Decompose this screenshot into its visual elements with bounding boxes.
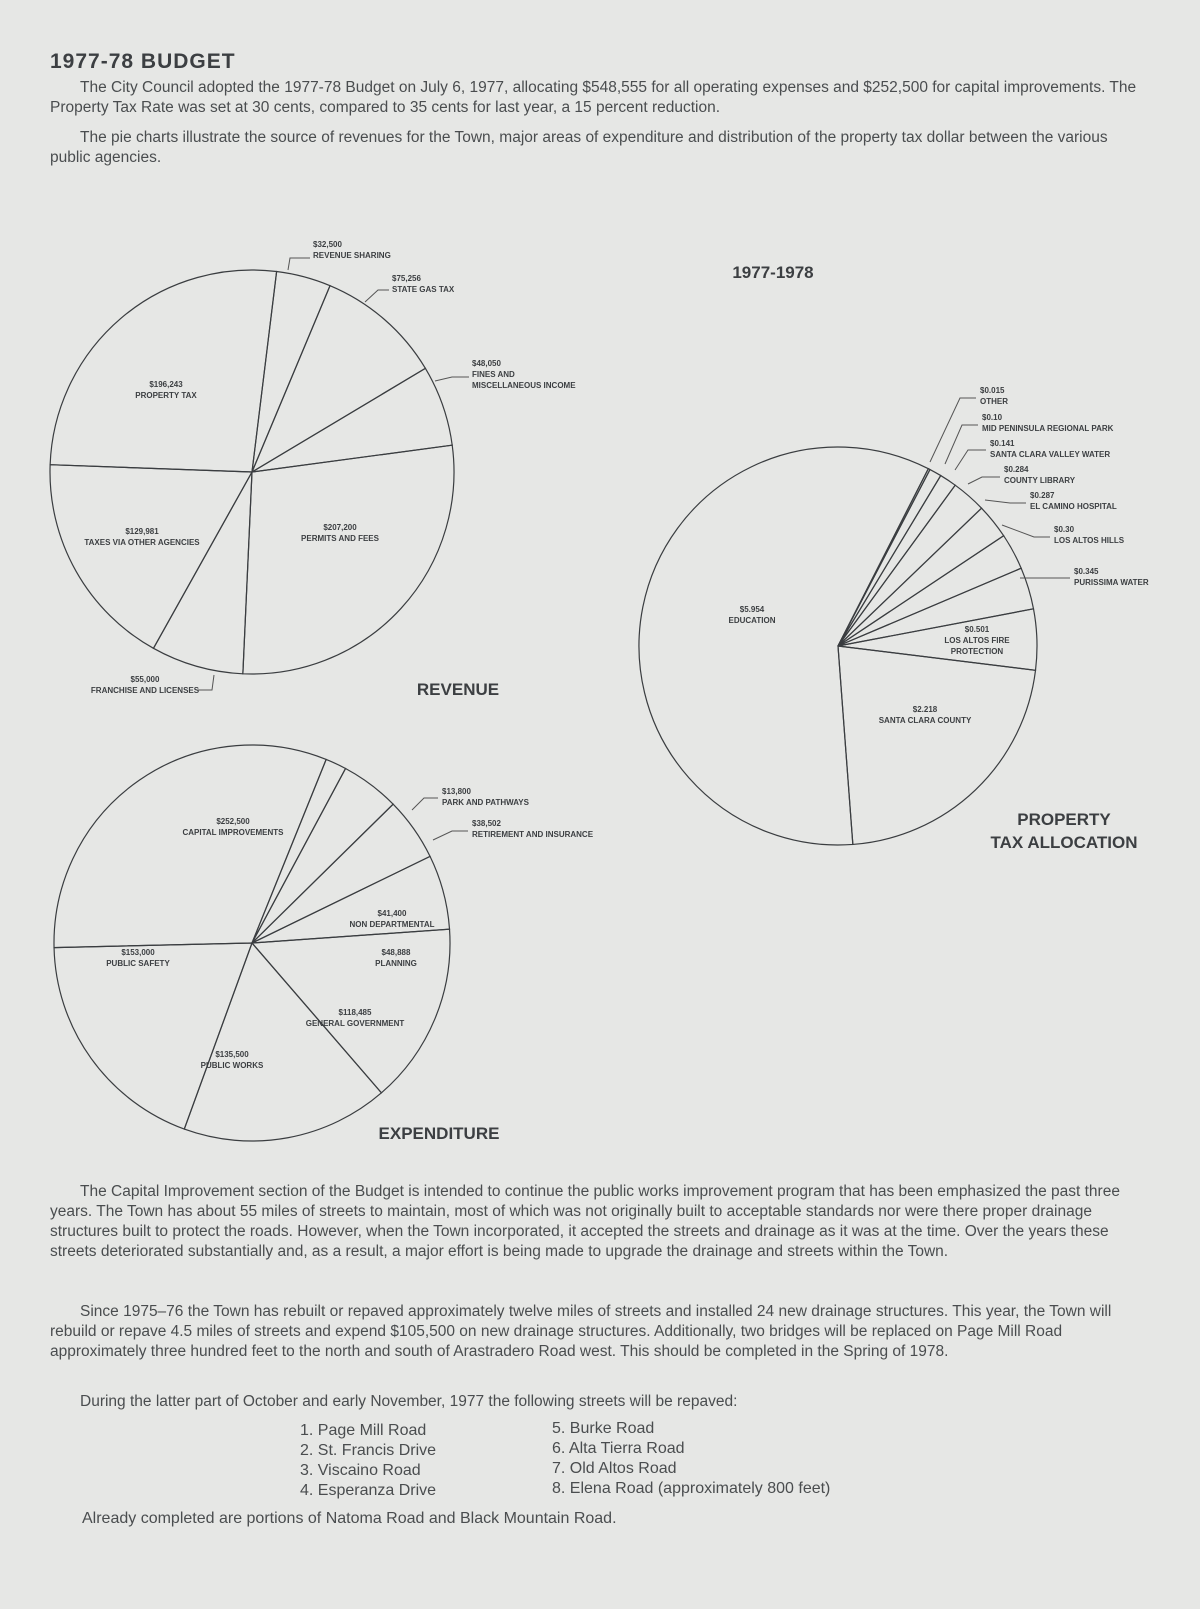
- tax-label-name: LOS ALTOS FIRE: [944, 636, 1010, 645]
- intro-paragraph-1: The City Council adopted the 1977-78 Budget on July 6, 1977, allocating $548,555 for all operating expenses and $252,500 for capital improvements. The Property Tax Rate was set at 30 cents, compared to 35 cents for last year, a 15 percent reduction.: [50, 79, 1137, 116]
- tax-chart-year: 1977-1978: [732, 263, 814, 282]
- expenditure-chart-title: EXPENDITURE: [378, 1124, 500, 1143]
- tax-label-name: LOS ALTOS HILLS: [1054, 536, 1125, 545]
- body-paragraph-2: Since 1975–76 the Town has rebuilt or repaved approximately twelve miles of streets and installed 24 new drainage structures. This year, the Town will rebuild or repave 4.5 miles of streets and expend $105,500 on new drainage structures. Additionally, two bridges will be replaced on Page Mill Road approximately three hundred feet to the north and south of Arastradero Road west. This should be completed in the Spring of 1978.: [50, 1303, 1112, 1360]
- expenditure-label-name: NON DEPARTMENTAL: [349, 920, 435, 929]
- tax-label-value: $0.284: [1004, 465, 1029, 474]
- list-item: 7. Old Altos Road: [552, 1460, 677, 1477]
- property-tax-pie-chart: [639, 447, 1037, 845]
- revenue-label-value: $48,050: [472, 359, 501, 368]
- revenue-label-value: $207,200: [323, 523, 357, 532]
- expenditure-label-value: $48,888: [381, 948, 411, 957]
- tax-label-name: PURISSIMA WATER: [1074, 578, 1149, 587]
- tax-label-value: $2.218: [912, 705, 938, 714]
- revenue-label-name: MISCELLANEOUS INCOME: [472, 381, 576, 390]
- tax-slice: [838, 476, 955, 646]
- list-item: 6. Alta Tierra Road: [552, 1440, 685, 1457]
- revenue-label-value: $129,981: [125, 527, 159, 536]
- expenditure-slice: [54, 745, 326, 948]
- revenue-leader-lines: [198, 258, 469, 690]
- revenue-label-name: TAXES VIA OTHER AGENCIES: [84, 538, 200, 547]
- expenditure-label-name: PUBLIC WORKS: [200, 1061, 264, 1070]
- revenue-chart-title: REVENUE: [416, 680, 500, 699]
- revenue-slice: [243, 445, 454, 674]
- closing-text: Already completed are portions of Natoma Road and Black Mountain Road.: [82, 1510, 617, 1527]
- revenue-label-name: REVENUE SHARING: [313, 251, 391, 260]
- tax-label-value: $0.30: [1054, 525, 1075, 534]
- tax-label-value: $0.287: [1030, 491, 1055, 500]
- list-item: 8. Elena Road (approximately 800 feet): [552, 1480, 831, 1497]
- body-paragraph-3: During the latter part of October and early November, 1977 the following streets will be repaved:: [80, 1393, 738, 1410]
- expenditure-label-value: $38,502: [472, 819, 501, 828]
- tax-label-value: $0.10: [982, 413, 1003, 422]
- revenue-label-name: PROPERTY TAX: [135, 391, 197, 400]
- tax-label-value: $0.141: [990, 439, 1015, 448]
- expenditure-label-name: PLANNING: [375, 959, 417, 968]
- revenue-label-name: FRANCHISE AND LICENSES: [90, 686, 200, 695]
- expenditure-label-value: $135,500: [215, 1050, 249, 1059]
- body-paragraph-1: The Capital Improvement section of the Budget is intended to continue the public works improvement program that has been emphasized the past three years. The Town has about 55 miles of streets to maintain, most of which was not originally built to acceptable standards nor were there proper drainage structures built to protect the roads. However, when the Town incorporated, it accepted the streets and drainage as it was at the time. Over the years these streets deteriorated substantially and, as a result, a major effort is being made to upgrade the drainage and streets within the Town.: [50, 1183, 1120, 1260]
- expenditure-label-value: $13,800: [442, 787, 471, 796]
- revenue-pie-chart: [50, 270, 454, 674]
- expenditure-slice: [184, 943, 381, 1141]
- tax-label-name: COUNTY LIBRARY: [1004, 476, 1076, 485]
- expenditure-pie-chart: [54, 745, 450, 1141]
- revenue-slice: [252, 272, 330, 472]
- list-item: 5. Burke Road: [552, 1420, 655, 1437]
- revenue-label-name: STATE GAS TAX: [392, 285, 455, 294]
- list-item: 2. St. Francis Drive: [300, 1442, 437, 1459]
- revenue-label-value: $55,000: [130, 675, 160, 684]
- expenditure-label-name: PARK AND PATHWAYS: [442, 798, 529, 807]
- tax-label-name: EL CAMINO HOSPITAL: [1030, 502, 1117, 511]
- list-item: 1. Page Mill Road: [300, 1422, 427, 1439]
- tax-label-name: PROTECTION: [950, 647, 1004, 656]
- expenditure-label-value: $153,000: [121, 948, 155, 957]
- expenditure-slice: [252, 768, 393, 943]
- tax-chart-title: PROPERTY: [1017, 810, 1111, 829]
- revenue-slice: [252, 368, 452, 472]
- tax-label-name: OTHER: [980, 397, 1008, 406]
- expenditure-label-name: GENERAL GOVERNMENT: [305, 1019, 405, 1028]
- tax-label-value: $0.345: [1074, 567, 1099, 576]
- tax-slice: [838, 568, 1034, 646]
- revenue-label-value: $196,243: [149, 380, 183, 389]
- expenditure-label-name: CAPITAL IMPROVEMENTS: [182, 828, 284, 837]
- revenue-slice: [50, 465, 252, 649]
- page-heading: 1977-78 BUDGET: [50, 50, 236, 73]
- expenditure-label-value: $118,485: [338, 1008, 372, 1017]
- revenue-label-value: $75,256: [392, 274, 421, 283]
- revenue-label-value: $32,500: [313, 240, 342, 249]
- tax-label-value: $5.954: [739, 605, 765, 614]
- expenditure-label-value: $252,500: [216, 817, 250, 826]
- list-item: 3. Viscaino Road: [300, 1462, 421, 1479]
- tax-label-name: MID PENINSULA REGIONAL PARK: [982, 424, 1114, 433]
- tax-label-name: SANTA CLARA COUNTY: [878, 716, 972, 725]
- revenue-label-name: PERMITS AND FEES: [301, 534, 379, 543]
- expenditure-label-value: $41,400: [377, 909, 407, 918]
- tax-slice: [838, 646, 1036, 844]
- revenue-slice: [252, 286, 425, 472]
- tax-label-value: $0.015: [980, 386, 1005, 395]
- revenue-label-name: FINES AND: [472, 370, 515, 379]
- revenue-slice: [153, 472, 252, 674]
- expenditure-label-name: RETIREMENT AND INSURANCE: [472, 830, 594, 839]
- tax-label-name: SANTA CLARA VALLEY WATER: [990, 450, 1111, 459]
- expenditure-slice: [252, 759, 346, 943]
- expenditure-slice: [54, 943, 252, 1129]
- tax-label-name: EDUCATION: [728, 616, 776, 625]
- expenditure-label-name: PUBLIC SAFETY: [106, 959, 170, 968]
- tax-chart-title: TAX ALLOCATION: [990, 833, 1138, 852]
- intro-paragraph-2: The pie charts illustrate the source of revenues for the Town, major areas of expenditure and distribution of the property tax dollar between the various public agencies.: [50, 129, 1108, 166]
- tax-label-value: $0.501: [964, 625, 990, 634]
- tax-slice: [639, 447, 928, 845]
- revenue-slice: [50, 270, 276, 472]
- list-item: 4. Esperanza Drive: [300, 1482, 437, 1499]
